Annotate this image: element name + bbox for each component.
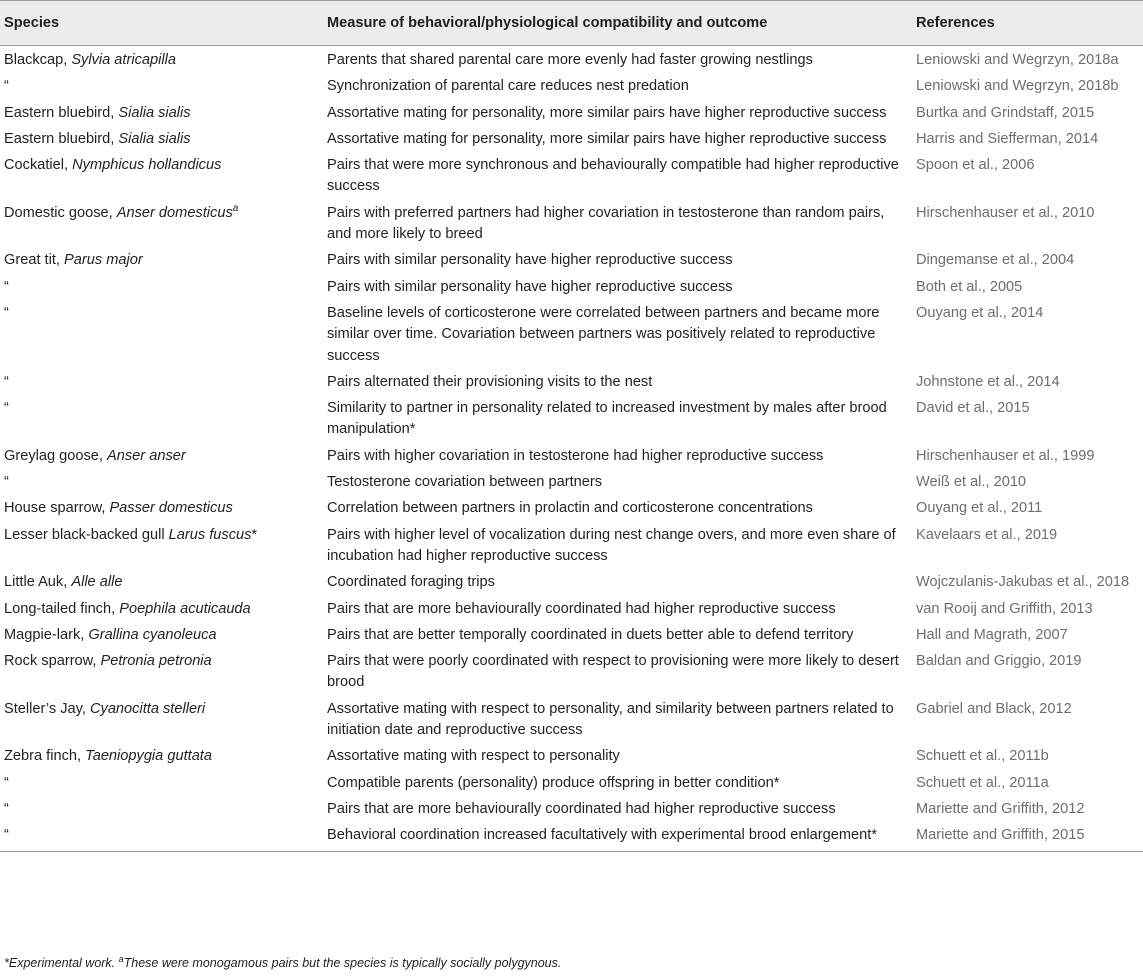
species-common-name: “ [4, 774, 9, 791]
measure-cell: Pairs that were poorly coordinated with respect to provisioning were more likely to desert brood [327, 653, 899, 691]
reference-link[interactable]: Mariette and Griffith, 2012 [916, 800, 1085, 817]
species-common-name: Zebra finch, [4, 748, 86, 765]
species-common-name: Lesser black-backed gull [4, 526, 169, 543]
table-row [0, 442, 1143, 468]
measure-cell: Correlation between partners in prolactin and corticosterone concentrations [327, 500, 813, 517]
measure-cell: Pairs with higher level of vocalization during nest change overs, and more even share of incubation had higher reproductive success [327, 526, 896, 564]
footnote-text: These were monogamous pairs but the species is typically socially polygynous. [123, 956, 562, 970]
species-cell [0, 468, 323, 494]
reference-link[interactable]: Kavelaars et al., 2019 [916, 526, 1058, 543]
species-latin-name: Grallina cyanoleuca [88, 626, 217, 643]
reference-link[interactable]: David et al., 2015 [916, 400, 1030, 417]
species-common-name: “ [4, 400, 9, 417]
table-row [0, 821, 1143, 851]
species-cell [0, 246, 323, 272]
species-cell [0, 368, 323, 394]
species-common-name: “ [4, 278, 9, 295]
header-measure: Measure of behavioral/physiological compatibility and outcome [323, 1, 912, 46]
species-latin-name: Anser anser [107, 447, 186, 464]
reference-link[interactable]: Leniowski and Wegrzyn, 2018b [916, 78, 1119, 95]
species-latin-name: Sialia sialis [118, 104, 191, 121]
reference-link[interactable]: Leniowski and Wegrzyn, 2018a [916, 52, 1119, 68]
table-row [0, 246, 1143, 272]
table-row [0, 99, 1143, 125]
measure-cell: Compatible parents (personality) produce offspring in better condition* [327, 774, 780, 791]
measure-cell: Synchronization of parental care reduces nest predation [327, 78, 689, 95]
species-latin-name: Anser domesticus [116, 204, 233, 221]
species-latin-name: Sialia sialis [118, 130, 191, 147]
species-cell [0, 72, 323, 98]
measure-cell: Pairs with similar personality have higher reproductive success [327, 278, 733, 295]
species-latin-name: Sylvia atricapilla [71, 52, 176, 68]
measure-cell: Pairs with preferred partners had higher covariation in testosterone than random pairs, and more likely to breed [327, 204, 885, 243]
table-row [0, 199, 1143, 247]
reference-link[interactable]: Spoon et al., 2006 [916, 157, 1035, 174]
species-common-name: “ [4, 827, 9, 844]
table-row [0, 468, 1143, 494]
species-cell [0, 595, 323, 621]
table-row [0, 151, 1143, 199]
species-common-name: “ [4, 373, 9, 390]
species-common-name: Rock sparrow, [4, 653, 101, 670]
reference-link[interactable]: Weiß et al., 2010 [916, 474, 1027, 491]
species-latin-name: Parus major [64, 252, 143, 269]
table-row [0, 595, 1143, 621]
table-row [0, 494, 1143, 520]
species-cell [0, 521, 323, 569]
measure-cell: Assortative mating for personality, more similar pairs have higher reproductive success [327, 104, 887, 121]
species-latin-name: Petronia petronia [100, 653, 212, 670]
reference-link[interactable]: Schuett et al., 2011b [916, 748, 1049, 765]
species-latin-name: Larus fuscus [168, 526, 252, 543]
table-row [0, 795, 1143, 821]
species-latin-name: Alle alle [71, 574, 123, 591]
species-common-name: Cockatiel, [4, 157, 73, 174]
table-row [0, 695, 1143, 743]
species-common-name: “ [4, 800, 9, 817]
species-cell [0, 769, 323, 795]
table-row [0, 273, 1143, 299]
table-row [0, 46, 1143, 73]
header-references: References [912, 1, 1143, 46]
species-cell [0, 299, 323, 368]
reference-link[interactable]: Wojczulanis-Jakubas et al., 2018 [916, 574, 1130, 591]
header-species: Species [0, 1, 323, 46]
species-cell [0, 125, 323, 151]
footnote-experimental: *Experimental work. [4, 956, 119, 970]
species-common-name: Domestic goose, [4, 204, 117, 221]
table-footnote [4, 953, 562, 970]
species-cell [0, 647, 323, 695]
measure-cell: Baseline levels of corticosterone were correlated between partners and became more similar over time. Covariation between partners was positively related to reproductive success [327, 304, 880, 364]
reference-link[interactable]: Burtka and Grindstaff, 2015 [916, 104, 1095, 121]
measure-cell: Assortative mating with respect to personality [327, 748, 620, 765]
reference-link[interactable]: Hirschenhauser et al., 2010 [916, 204, 1095, 221]
species-cell [0, 151, 323, 199]
species-latin-name: Passer domesticus [109, 500, 233, 517]
species-common-name: Great tit, [4, 252, 65, 269]
reference-link[interactable]: van Rooij and Griffith, 2013 [916, 600, 1093, 617]
species-cell [0, 442, 323, 468]
table-body [0, 46, 1143, 852]
reference-link[interactable]: Johnstone et al., 2014 [916, 373, 1060, 390]
reference-link[interactable]: Both et al., 2005 [916, 278, 1023, 295]
reference-link[interactable]: Hall and Magrath, 2007 [916, 626, 1068, 643]
species-common-name: Eastern bluebird, [4, 104, 119, 121]
species-cell [0, 742, 323, 768]
species-common-name: Little Auk, [4, 574, 72, 591]
species-cell [0, 568, 323, 594]
table-row [0, 72, 1143, 98]
measure-cell: Assortative mating with respect to personality, and similarity between partners related to initiation date and reproductive success [327, 700, 894, 739]
reference-link[interactable]: Gabriel and Black, 2012 [916, 700, 1072, 717]
reference-link[interactable]: Harris and Siefferman, 2014 [916, 130, 1099, 147]
reference-link[interactable]: Baldan and Griggio, 2019 [916, 653, 1082, 670]
species-common-name: Blackcap, [4, 52, 72, 68]
species-common-name: “ [4, 78, 9, 95]
reference-link[interactable]: Hirschenhauser et al., 1999 [916, 447, 1095, 464]
measure-cell: Pairs that were more synchronous and behaviourally compatible had higher reproductive success [327, 157, 899, 195]
table-row [0, 742, 1143, 768]
species-footnote-marker: a [232, 202, 239, 214]
species-cell [0, 99, 323, 125]
reference-link[interactable]: Schuett et al., 2011a [916, 774, 1049, 791]
species-common-name: Long-tailed finch, [4, 600, 120, 617]
species-latin-name: Taeniopygia guttata [85, 748, 212, 765]
reference-link[interactable]: Ouyang et al., 2014 [916, 304, 1044, 321]
species-cell [0, 821, 323, 851]
species-cell [0, 695, 323, 743]
table-row [0, 621, 1143, 647]
species-latin-name: Cyanocitta stelleri [89, 700, 206, 717]
species-common-name: “ [4, 304, 9, 321]
species-cell [0, 494, 323, 520]
species-cell [0, 621, 323, 647]
species-cell [0, 394, 323, 442]
table-row [0, 299, 1143, 368]
measure-cell: Pairs that are more behaviourally coordinated had higher reproductive success [327, 600, 836, 617]
table-row [0, 769, 1143, 795]
table-row [0, 647, 1143, 695]
reference-link[interactable]: Mariette and Griffith, 2015 [912, 821, 1143, 851]
species-common-name: “ [4, 474, 9, 491]
measure-cell: Pairs that are more behaviourally coordinated had higher reproductive success [327, 800, 836, 817]
species-cell [0, 46, 323, 73]
species-footnote-star: * [251, 526, 258, 543]
measure-cell: Pairs with similar personality have higher reproductive success [327, 252, 733, 269]
table-row [0, 368, 1143, 394]
reference-link[interactable]: Dingemanse et al., 2004 [916, 252, 1075, 269]
footnote-marker: a [118, 953, 124, 964]
species-cell [0, 199, 323, 247]
header-row [0, 1, 1143, 46]
species-latin-name: Poephila acuticauda [119, 600, 251, 617]
species-common-name: House sparrow, [4, 500, 110, 517]
species-common-name: Eastern bluebird, [4, 130, 119, 147]
measure-cell: Coordinated foraging trips [327, 574, 495, 591]
measure-cell: Parents that shared parental care more evenly had faster growing nestlings [327, 52, 813, 68]
species-latin-name: Nymphicus hollandicus [72, 157, 222, 174]
table-row [0, 568, 1143, 594]
table-row [0, 521, 1143, 569]
measure-cell: Behavioral coordination increased facultatively with experimental brood enlargement* [323, 821, 912, 851]
species-common-name: Magpie-lark, [4, 626, 89, 643]
reference-link[interactable]: Ouyang et al., 2011 [916, 500, 1043, 517]
species-common-name: Steller’s Jay, [4, 700, 90, 717]
species-cell [0, 273, 323, 299]
table-row [0, 394, 1143, 442]
measure-cell: Similarity to partner in personality related to increased investment by males after brood manipulation* [327, 400, 887, 438]
species-common-name: Greylag goose, [4, 447, 108, 464]
measure-cell: Pairs alternated their provisioning visits to the nest [327, 373, 653, 390]
measure-cell: Testosterone covariation between partners [327, 474, 603, 491]
measure-cell: Pairs with higher covariation in testosterone had higher reproductive success [327, 447, 824, 464]
measure-cell: Assortative mating for personality, more similar pairs have higher reproductive success [327, 130, 887, 147]
table-row [0, 125, 1143, 151]
measure-cell: Pairs that are better temporally coordinated in duets better able to defend territory [327, 626, 854, 643]
species-cell [0, 795, 323, 821]
